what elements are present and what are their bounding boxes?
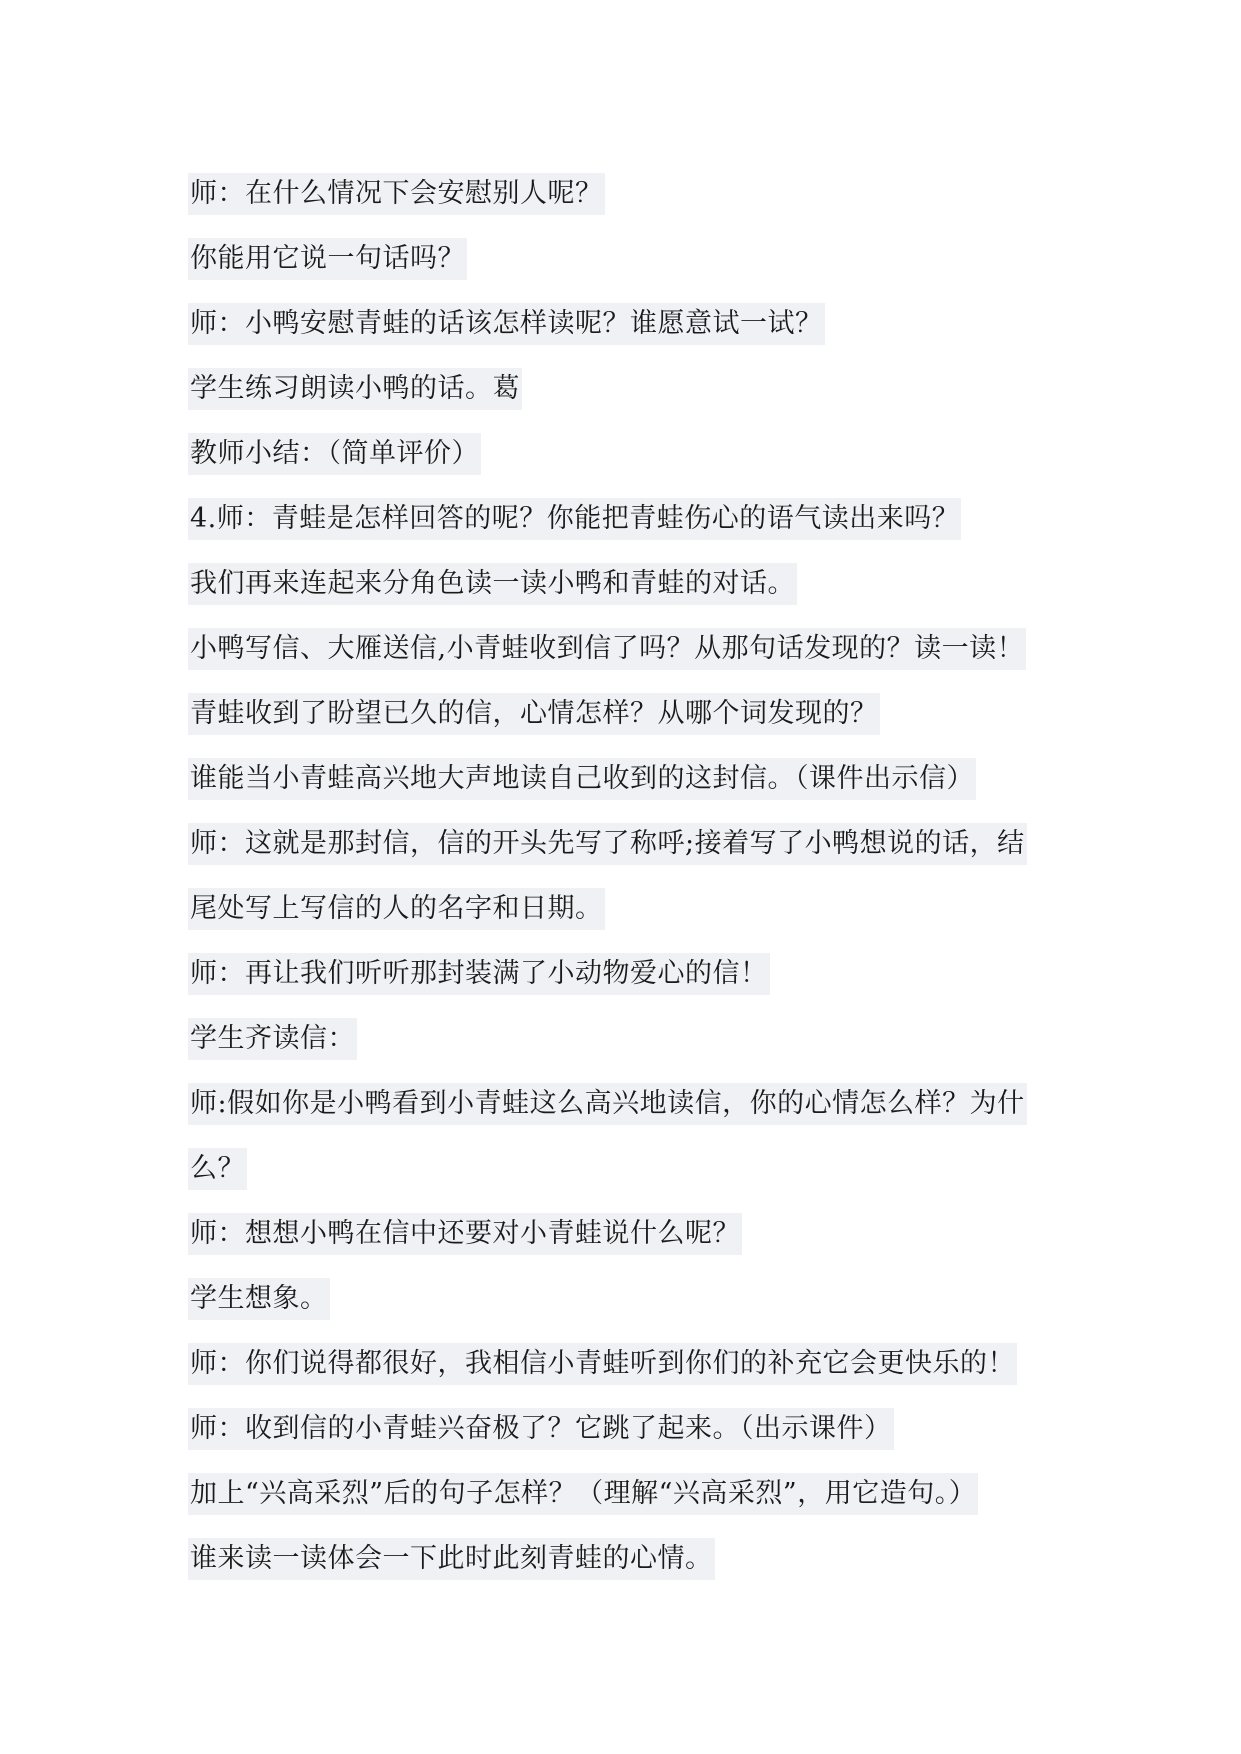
document-body xyxy=(188,160,1088,1590)
text-line xyxy=(188,1395,1088,1460)
line-text: 学生齐读信： xyxy=(188,1018,357,1060)
line-text: 师：收到信的小青蛙兴奋极了？它跳了起来。（出示课件） xyxy=(188,1408,894,1450)
text-line xyxy=(188,1330,1088,1395)
line-text: 谁来读一读体会一下此时此刻青蛙的心情。 xyxy=(188,1538,715,1580)
line-text: 我们再来连起来分角色读一读小鸭和青蛙的对话。 xyxy=(188,563,797,605)
text-line xyxy=(188,1070,1088,1135)
line-text: 么？ xyxy=(188,1148,247,1190)
line-text: 教师小结：（简单评价） xyxy=(188,433,481,475)
line-text: 师：小鸭安慰青蛙的话该怎样读呢？谁愿意试一试？ xyxy=(188,303,825,345)
text-line xyxy=(188,1005,1088,1070)
text-line xyxy=(188,1135,1088,1200)
text-line xyxy=(188,1460,1088,1525)
text-line xyxy=(188,485,1088,550)
line-text: 加上“兴高采烈”后的句子怎样？（理解“兴高采烈”，用它造句。） xyxy=(188,1473,978,1515)
line-text: 师：这就是那封信，信的开头先写了称呼;接着写了小鸭想说的话，结 xyxy=(188,823,1027,865)
text-line xyxy=(188,1525,1088,1590)
line-text: 师：再让我们听听那封装满了小动物爱心的信！ xyxy=(188,953,770,995)
line-text: 尾处写上写信的人的名字和日期。 xyxy=(188,888,605,930)
line-text: 师:假如你是小鸭看到小青蛙这么高兴地读信，你的心情怎么样？为什 xyxy=(188,1083,1027,1125)
text-line xyxy=(188,615,1088,680)
line-text: 谁能当小青蛙高兴地大声地读自己收到的这封信。（课件出示信） xyxy=(188,758,976,800)
line-text: 4.师：青蛙是怎样回答的呢？你能把青蛙伤心的语气读出来吗？ xyxy=(188,498,961,540)
line-text: 小鸭写信、大雁送信,小青蛙收到信了吗？从那句话发现的？读一读！ xyxy=(188,628,1026,670)
line-text: 学生练习朗读小鸭的话。葛 xyxy=(188,368,522,410)
text-line xyxy=(188,1200,1088,1265)
text-line xyxy=(188,680,1088,745)
text-line xyxy=(188,875,1088,940)
text-line xyxy=(188,420,1088,485)
text-line xyxy=(188,550,1088,615)
text-line xyxy=(188,355,1088,420)
text-line xyxy=(188,1265,1088,1330)
line-text: 师：你们说得都很好，我相信小青蛙听到你们的补充它会更快乐的！ xyxy=(188,1343,1017,1385)
text-line xyxy=(188,810,1088,875)
text-line xyxy=(188,290,1088,355)
line-text: 师：想想小鸭在信中还要对小青蛙说什么呢？ xyxy=(188,1213,742,1255)
text-line xyxy=(188,940,1088,1005)
text-line xyxy=(188,225,1088,290)
line-text: 青蛙收到了盼望已久的信，心情怎样？从哪个词发现的？ xyxy=(188,693,880,735)
text-line xyxy=(188,160,1088,225)
line-text: 师：在什么情况下会安慰别人呢？ xyxy=(188,173,605,215)
line-text: 学生想象。 xyxy=(188,1278,330,1320)
line-text: 你能用它说一句话吗？ xyxy=(188,238,467,280)
text-line xyxy=(188,745,1088,810)
